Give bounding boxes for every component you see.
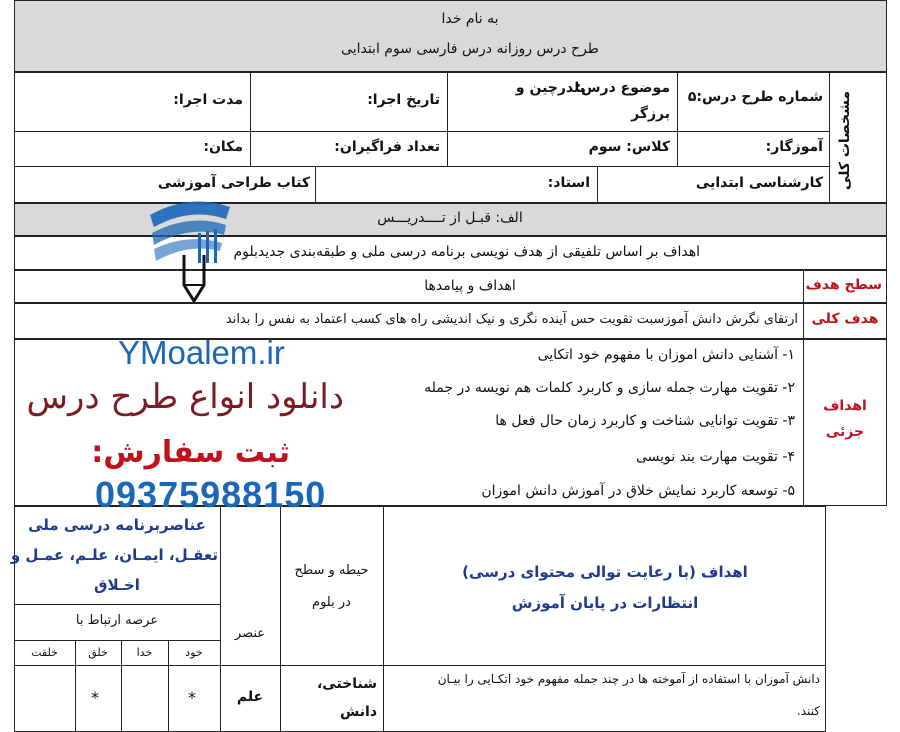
place-label: مکان: (203, 139, 243, 155)
national-elements-2: تعقـل، ایمـان، علـم، عمـل و (10, 546, 218, 564)
row1-mark-creation: * (91, 688, 99, 707)
partial-label-1: اهداف (823, 398, 867, 414)
row1-mark-self: * (188, 688, 196, 707)
header-bismillah: به نام خدا (441, 11, 499, 27)
watermark-download: دانلود انواع طرح درس (26, 377, 344, 417)
watermark-site: YMoalem.ir (118, 334, 285, 371)
duration-label: مدت اجرا: (173, 92, 243, 108)
level-label: سطح هدف (805, 277, 882, 293)
partial-item: ۳- تقویت توانایی شناخت و کاربرد زمان حال فعل ها (495, 413, 795, 429)
teacher-label: آموزگار: (765, 139, 823, 155)
objectives-intro: اهداف بر اساس تلفیقی از هدف نویسی برنامه درسی ملی و طبقه‌بندی جدیدبلوم (233, 244, 700, 260)
goals-header-1: اهداف (با رعایت توالی محتوای درسی) (462, 563, 748, 581)
partial-item: ۱- آشنایی دانش اموزان با مفهوم خود اتکایی (537, 347, 795, 363)
side-label: مشخصات کلی (837, 91, 853, 191)
watermark-order: ثبت سفارش: (91, 435, 290, 470)
goals-header-2: انتظارات در پایان آموزش (511, 594, 699, 612)
class-label: کلاس: سوم (588, 139, 670, 155)
partial-item: ۲- تقویت مهارت جمله سازی و کاربرد کلمات هم نویسه در جمله (424, 380, 795, 396)
master-label: استاد: (547, 175, 590, 191)
date-label: تاریخ اجرا: (367, 92, 440, 108)
element-header: عنصر (234, 626, 266, 641)
row1-domain-2: دانش (339, 704, 377, 720)
national-elements-1: عناصربرنامه درسی ملی (28, 516, 206, 534)
learners-label: تعداد فراگیران: (334, 139, 440, 155)
relation-header: عرصه ارتباط با (75, 613, 159, 628)
subject-value-2: برزگر (631, 106, 670, 122)
col-self: خود (185, 646, 203, 659)
row1-domain-1: شناختی، (316, 676, 377, 692)
header-title: طرح درس روزانه درس فارسی سوم ابتدایی (341, 41, 599, 57)
row1-goal-2: کنند. (796, 704, 820, 718)
domain-header-2: در بلوم (312, 595, 351, 610)
level-value: اهداف و پیامدها (424, 278, 516, 294)
row1-element: علم (236, 689, 264, 705)
national-elements-3: اخـلاق (94, 576, 140, 594)
subject-label: موضوع درس: (575, 80, 670, 96)
degree-label: کارشناسی ابتدایی (695, 175, 823, 191)
row1-goal-1: دانش آموزان با استفاده از آموخته ها در چند جمله مفهوم خود اتکـایی را بیـان (437, 672, 820, 686)
partial-label-2: جزئی (825, 424, 865, 440)
watermark-logo-icon (140, 185, 250, 305)
general-value: ارتقای نگرش دانش آموزسبت تقویت حس آینده نگری و نیک اندیشی راه های کسب اعتماد به نفس را بداند (225, 312, 798, 327)
general-label: هدف کلی (811, 311, 879, 327)
col-creation: خلقت (31, 646, 58, 659)
domain-header-1: حیطه و سطح (294, 563, 369, 578)
subject-value-1: بلدرچین و (515, 80, 585, 96)
book-label: کتاب طراحی آموزشی (157, 175, 310, 191)
col-people: خلق (88, 646, 108, 659)
lesson-number: شماره طرح درس:۵ (687, 89, 823, 105)
partial-item: ۴- تقویت مهارت بند نویسی (635, 449, 795, 465)
section-title: الف: قبـل از تــــدریـــس (377, 210, 523, 226)
col-god: خدا (136, 646, 153, 659)
partial-item: ۵- توسعه کاربرد نمایش خلاق در آموزش دانش اموزان (481, 483, 795, 499)
watermark-phone: 09375988150 (95, 474, 327, 515)
